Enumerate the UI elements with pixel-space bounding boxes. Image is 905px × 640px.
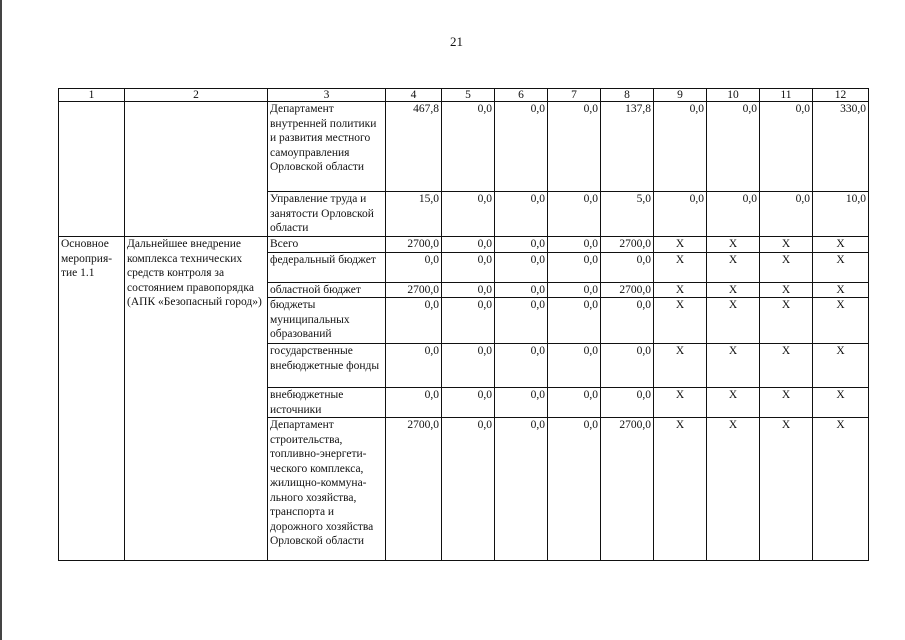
value-cell: 0,0 bbox=[548, 282, 601, 298]
value-cell: 0,0 bbox=[495, 102, 548, 192]
value-cell: 467,8 bbox=[386, 102, 442, 192]
column-header: 3 bbox=[268, 89, 386, 102]
column-header: 1 bbox=[59, 89, 125, 102]
value-cell: X bbox=[654, 298, 707, 344]
value-cell: X bbox=[760, 282, 813, 298]
value-cell: 0,0 bbox=[386, 252, 442, 282]
value-cell: X bbox=[813, 252, 869, 282]
value-cell: 2700,0 bbox=[601, 237, 654, 253]
value-cell: X bbox=[813, 282, 869, 298]
table-row bbox=[59, 102, 869, 192]
value-cell: X bbox=[707, 388, 760, 418]
value-cell: 0,0 bbox=[548, 388, 601, 418]
value-cell: 0,0 bbox=[386, 388, 442, 418]
header-row bbox=[59, 89, 869, 102]
value-cell: 0,0 bbox=[495, 298, 548, 344]
value-cell: 10,0 bbox=[813, 192, 869, 237]
page-edge-line bbox=[0, 0, 2, 640]
value-cell: 0,0 bbox=[442, 388, 495, 418]
page-number: 21 bbox=[450, 34, 463, 49]
value-cell: 0,0 bbox=[442, 237, 495, 253]
value-cell: X bbox=[654, 344, 707, 388]
value-cell: 0,0 bbox=[760, 102, 813, 192]
value-cell: 2700,0 bbox=[386, 418, 442, 561]
value-cell: 0,0 bbox=[386, 298, 442, 344]
value-cell: 137,8 bbox=[601, 102, 654, 192]
column-header: 11 bbox=[760, 89, 813, 102]
column-header: 10 bbox=[707, 89, 760, 102]
value-cell: X bbox=[707, 418, 760, 561]
column-header: 2 bbox=[125, 89, 268, 102]
value-cell: X bbox=[760, 388, 813, 418]
value-cell: X bbox=[813, 418, 869, 561]
value-cell: X bbox=[707, 237, 760, 253]
funding-source-cell: внебюджетные источники bbox=[268, 388, 386, 418]
column-header: 7 bbox=[548, 89, 601, 102]
value-cell: 0,0 bbox=[386, 344, 442, 388]
name-cell-empty bbox=[125, 102, 268, 237]
funding-source-cell: федеральный бюджет bbox=[268, 252, 386, 282]
value-cell: 0,0 bbox=[760, 192, 813, 237]
value-cell: 0,0 bbox=[548, 344, 601, 388]
value-cell: X bbox=[813, 344, 869, 388]
value-cell: 2700,0 bbox=[601, 282, 654, 298]
measure-cell-empty bbox=[59, 102, 125, 237]
column-header: 8 bbox=[601, 89, 654, 102]
value-cell: 0,0 bbox=[707, 102, 760, 192]
value-cell: 0,0 bbox=[601, 252, 654, 282]
value-cell: 2700,0 bbox=[386, 282, 442, 298]
value-cell: X bbox=[654, 388, 707, 418]
value-cell: 0,0 bbox=[495, 344, 548, 388]
funding-source-cell: бюджеты муниципальных образований bbox=[268, 298, 386, 344]
funding-source-cell: областной бюджет bbox=[268, 282, 386, 298]
value-cell: 0,0 bbox=[548, 237, 601, 253]
value-cell: X bbox=[707, 252, 760, 282]
funding-source-cell: государственные внебюджетные фонды bbox=[268, 344, 386, 388]
value-cell: 0,0 bbox=[548, 418, 601, 561]
column-header: 9 bbox=[654, 89, 707, 102]
value-cell: 0,0 bbox=[548, 102, 601, 192]
value-cell: 0,0 bbox=[707, 192, 760, 237]
value-cell: X bbox=[760, 252, 813, 282]
value-cell: X bbox=[654, 237, 707, 253]
value-cell: 2700,0 bbox=[386, 237, 442, 253]
value-cell: X bbox=[707, 282, 760, 298]
value-cell: 0,0 bbox=[495, 237, 548, 253]
value-cell: X bbox=[813, 237, 869, 253]
value-cell: 0,0 bbox=[548, 298, 601, 344]
measure-name-cell: Дальнейшее внедрение комплекса технических средств контроля за состоянием правопорядка (АПК «Безопасный город») bbox=[125, 237, 268, 561]
value-cell: 0,0 bbox=[442, 418, 495, 561]
value-cell: X bbox=[760, 344, 813, 388]
value-cell: 0,0 bbox=[495, 282, 548, 298]
value-cell: 0,0 bbox=[601, 298, 654, 344]
value-cell: 0,0 bbox=[601, 344, 654, 388]
value-cell: 0,0 bbox=[442, 252, 495, 282]
value-cell: 0,0 bbox=[442, 102, 495, 192]
value-cell: 0,0 bbox=[548, 252, 601, 282]
value-cell: 0,0 bbox=[495, 418, 548, 561]
value-cell: 5,0 bbox=[601, 192, 654, 237]
value-cell: 0,0 bbox=[442, 192, 495, 237]
value-cell: X bbox=[760, 237, 813, 253]
value-cell: X bbox=[760, 418, 813, 561]
funding-source-cell: Департамент строительства, топливно-энергети-ческого комплекса, жилищно-коммуна-льного хозяйства, транспорта и дорожного хозяйства Орловской области bbox=[268, 418, 386, 561]
value-cell: 0,0 bbox=[495, 388, 548, 418]
value-cell: 0,0 bbox=[654, 192, 707, 237]
funding-source-cell: Всего bbox=[268, 237, 386, 253]
value-cell: X bbox=[707, 298, 760, 344]
value-cell: 0,0 bbox=[548, 192, 601, 237]
column-header: 6 bbox=[495, 89, 548, 102]
column-header: 4 bbox=[386, 89, 442, 102]
value-cell: X bbox=[760, 298, 813, 344]
measure-label-cell: Основное мероприя-тие 1.1 bbox=[59, 237, 125, 561]
value-cell: X bbox=[813, 298, 869, 344]
table-row bbox=[59, 237, 869, 253]
column-header: 5 bbox=[442, 89, 495, 102]
funding-source-cell: Управление труда и занятости Орловской области bbox=[268, 192, 386, 237]
value-cell: 0,0 bbox=[601, 388, 654, 418]
value-cell: X bbox=[813, 388, 869, 418]
value-cell: 330,0 bbox=[813, 102, 869, 192]
value-cell: 0,0 bbox=[442, 282, 495, 298]
value-cell: X bbox=[654, 418, 707, 561]
value-cell: 0,0 bbox=[495, 192, 548, 237]
value-cell: X bbox=[707, 344, 760, 388]
value-cell: 0,0 bbox=[495, 252, 548, 282]
value-cell: 0,0 bbox=[442, 344, 495, 388]
value-cell: 0,0 bbox=[654, 102, 707, 192]
budget-table bbox=[58, 88, 869, 561]
value-cell: 15,0 bbox=[386, 192, 442, 237]
value-cell: X bbox=[654, 282, 707, 298]
value-cell: 2700,0 bbox=[601, 418, 654, 561]
funding-source-cell: Департамент внутренней политики и развития местного самоуправления Орловской области bbox=[268, 102, 386, 192]
column-header: 12 bbox=[813, 89, 869, 102]
value-cell: X bbox=[654, 252, 707, 282]
value-cell: 0,0 bbox=[442, 298, 495, 344]
